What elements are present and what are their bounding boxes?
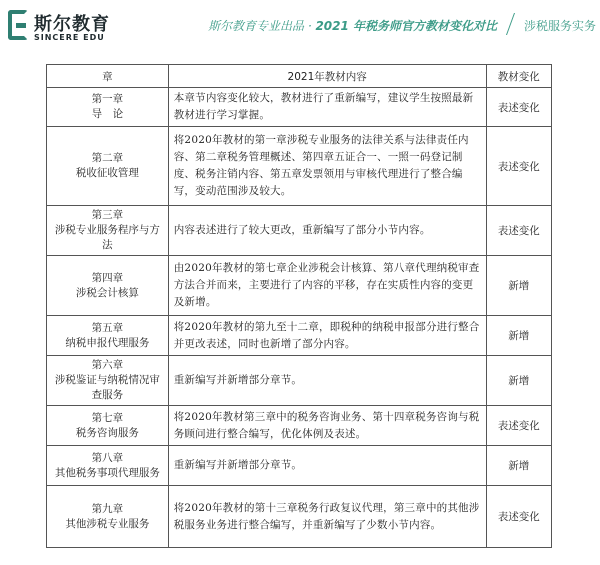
chapter-cell — [47, 446, 169, 486]
change-cell: 新增 — [486, 316, 551, 356]
content-cell: 将2020年教材的第九至十二章，即税种的纳税申报部分进行整合并更改表述，同时也新增了部分内容。 — [168, 316, 486, 356]
chapter-cell — [47, 206, 169, 256]
chapter-number: 第七章 — [91, 411, 124, 424]
chapter-name: 涉税会计核算 — [75, 286, 139, 299]
content-cell: 将2020年教材的第十三章税务行政复议代理，第三章中的其他涉税服务业务进行整合编写，并重新编写了少数小节内容。 — [168, 486, 486, 548]
header-content: 2021年教材内容 — [168, 65, 486, 88]
chapter-name: 税务咨询服务 — [75, 426, 139, 439]
chapter-number: 第六章 — [91, 359, 124, 371]
header-change: 教材变化 — [486, 65, 551, 88]
chapter-cell — [47, 486, 169, 548]
page-header — [0, 0, 600, 52]
chapter-number: 第一章 — [91, 93, 124, 105]
logo-cn-text: 斯尔教育 — [34, 14, 110, 35]
table-row — [47, 316, 552, 356]
table-row — [47, 88, 552, 127]
chapter-number: 第五章 — [91, 321, 124, 334]
header-subject-tag: 涉税服务实务 — [524, 19, 597, 33]
table-row — [47, 256, 552, 316]
chapter-name: 涉税专业服务程序与方法 — [54, 224, 160, 251]
change-cell: 新增 — [486, 256, 551, 316]
header-title-main: 2021 年税务师官方教材变化对比 — [315, 19, 498, 33]
chapter-number: 第三章 — [91, 209, 124, 221]
content-cell: 本章节内容变化较大，教材进行了重新编写，建议学生按照最新教材进行学习掌握。 — [168, 88, 486, 127]
chapter-number: 第二章 — [91, 152, 124, 164]
chapter-name: 税收征收管理 — [75, 167, 139, 179]
content-cell: 将2020年教材第三章中的税务咨询业务、第十四章税务咨询与税务顾问进行整合编写，优化体例及表述。 — [168, 406, 486, 446]
change-cell: 新增 — [486, 356, 551, 406]
chapter-name: 其他税务事项代理服务 — [54, 466, 160, 479]
content-cell: 内容表述进行了较大更改，重新编写了部分小节内容。 — [168, 206, 486, 256]
table-row — [47, 486, 552, 548]
change-cell: 新增 — [486, 446, 551, 486]
chapter-cell — [47, 406, 169, 446]
change-cell: 表述变化 — [486, 406, 551, 446]
change-cell: 表述变化 — [486, 88, 551, 127]
chapter-name: 涉税鉴证与纳税情况审查服务 — [54, 374, 160, 401]
chapter-number: 第九章 — [91, 502, 124, 515]
content-cell: 重新编写并新增部分章节。 — [168, 446, 486, 486]
change-cell: 表述变化 — [486, 127, 551, 206]
header-divider — [506, 13, 515, 35]
logo-s-icon — [8, 10, 28, 40]
chapter-cell — [47, 356, 169, 406]
change-cell: 表述变化 — [486, 206, 551, 256]
logo-en-text: SINCERE EDU — [34, 33, 105, 42]
header-chapter: 章 — [47, 65, 169, 88]
chapter-cell — [47, 316, 169, 356]
table-row — [47, 446, 552, 486]
content-cell: 将2020年教材的第一章涉税专业服务的法律关系与法律责任内容、第二章税务管理概述、第四章五证合一、一照一码登记制度、税务注销内容、第五章发票领用与审核代理进行了整合编写，变动范围涉及较大。 — [168, 127, 486, 206]
table-header-row — [47, 65, 552, 88]
header-title — [208, 17, 497, 34]
content-cell: 重新编写并新增部分章节。 — [168, 356, 486, 406]
chapter-name: 纳税申报代理服务 — [65, 336, 150, 349]
comparison-table — [46, 64, 552, 548]
table-row — [47, 406, 552, 446]
chapter-cell — [47, 127, 169, 206]
table-row — [47, 127, 552, 206]
chapter-cell — [47, 88, 169, 127]
table-row — [47, 206, 552, 256]
chapter-name: 其他涉税专业服务 — [65, 517, 150, 530]
header-title-prefix: 斯尔教育专业出品 · — [208, 19, 316, 33]
chapter-number: 第八章 — [91, 451, 124, 464]
chapter-number: 第四章 — [91, 271, 124, 284]
table-row — [47, 356, 552, 406]
brand-logo — [8, 10, 118, 46]
chapter-name: 导 论 — [91, 108, 124, 120]
chapter-cell — [47, 256, 169, 316]
change-cell: 表述变化 — [486, 486, 551, 548]
content-cell: 由2020年教材的第七章企业涉税会计核算、第八章代理纳税审查方法合并而来，主要进行了内容的平移，存在实质性内容的变更及新增。 — [168, 256, 486, 316]
